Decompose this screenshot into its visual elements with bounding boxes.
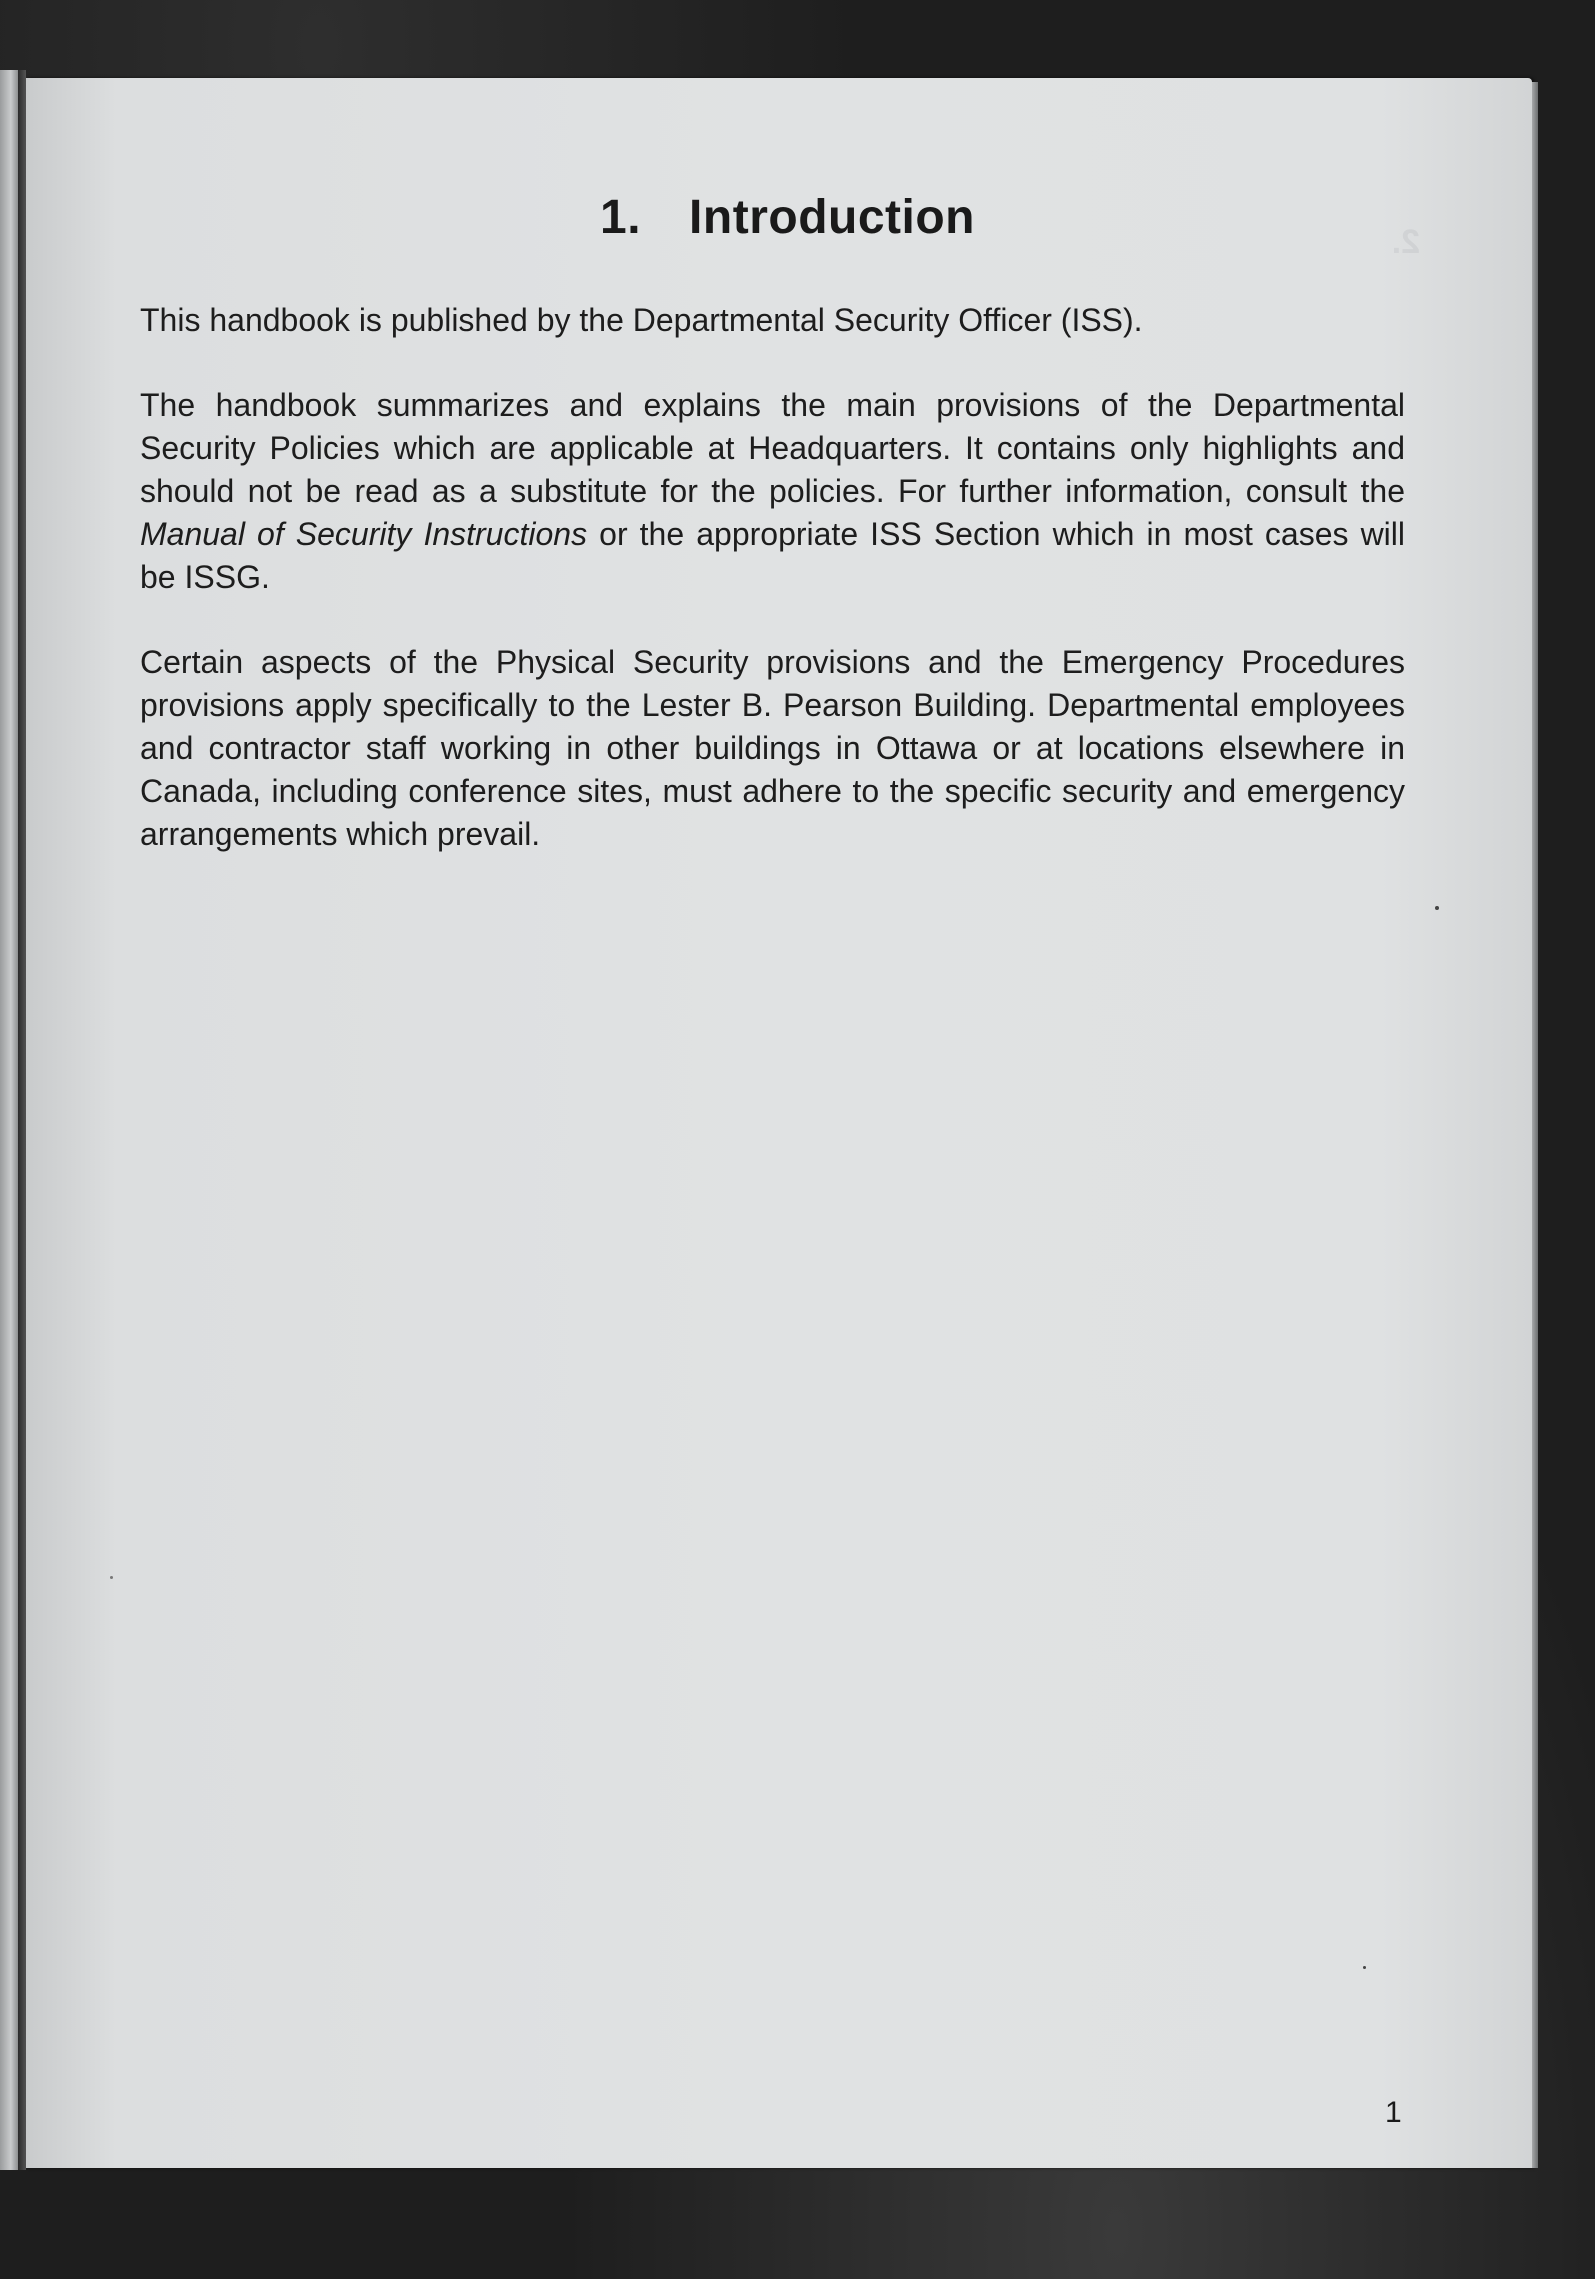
section-number: 1. [600, 191, 642, 244]
dust-speck [110, 1576, 113, 1579]
paragraph-publisher: This handbook is published by the Departmental Security Officer (ISS). [140, 302, 1143, 338]
dust-speck [1435, 906, 1439, 910]
section-title: Introduction [689, 191, 975, 244]
paragraph-scope: Certain aspects of the Physical Security provisions and the Emergency Procedures provisions apply specifically to the Lester B. Pearson Building. Departmental employees and contractor staff working in other buildings in Ottawa or at locations elsewhere in Canada, including conference sites, must adhere to the specific security and emergency arrangements which prevail. [140, 644, 1405, 852]
page-title [170, 190, 1405, 245]
page-content [140, 190, 1405, 898]
manual-reference: Manual of Security Instructions [140, 516, 588, 552]
page-edge [1532, 82, 1538, 2168]
page-number: 1 [1385, 2096, 1402, 2129]
previous-page-edge [0, 70, 18, 2170]
dust-speck [1363, 1966, 1366, 1969]
paragraph-summary-text-2: or the appropriate ISS Section which in most cases will be ISSG. [140, 516, 1406, 595]
spine-shadow [18, 70, 26, 2170]
paragraph-summary-text-1: The handbook summarizes and explains the main provisions of the Departmental Security Policies which are applicable at Headquarters. It contains only highlights and should not be read as a substitute for the policies. For further information, consult the [140, 387, 1405, 509]
paragraph-summary [140, 384, 1405, 599]
